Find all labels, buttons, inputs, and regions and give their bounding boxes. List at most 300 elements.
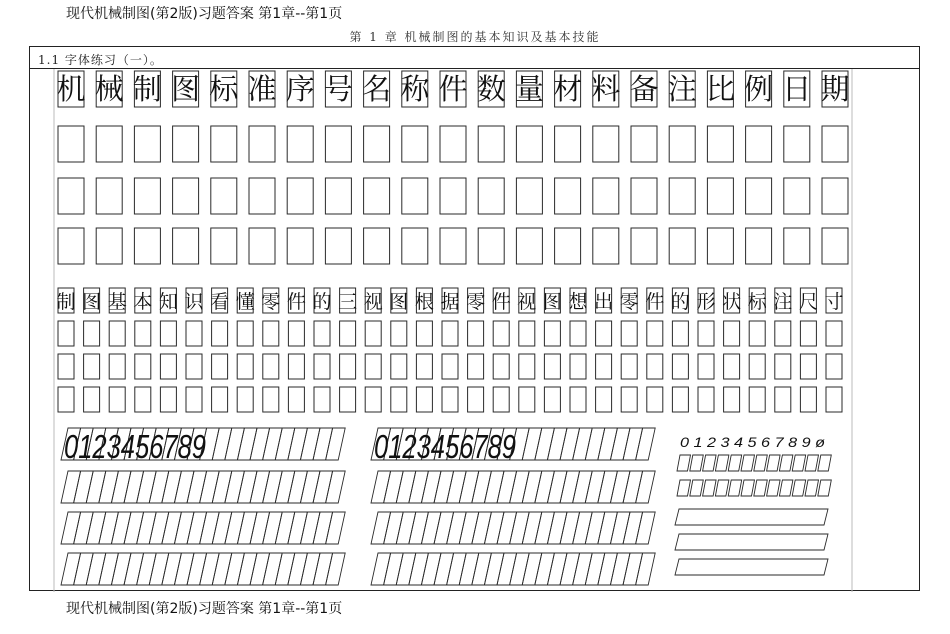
small-blank-box [724,354,740,379]
digit-practice-cell [326,553,346,585]
digit-practice-cell [300,553,320,585]
large-blank-box [211,178,237,214]
small-blank-box [775,387,791,412]
small-blank-box [519,354,535,379]
digit-practice-cell [187,471,207,503]
small-practice-char: 基 [107,291,127,313]
large-blank-box [822,228,848,264]
small-digit-cell [677,455,691,471]
small-practice-char: 零 [466,291,486,313]
digit-practice-cell [510,512,530,544]
small-blank-box [58,354,74,379]
digit-practice-cell [200,553,220,585]
small-practice-char: 形 [696,291,716,313]
digit-practice-cell [74,512,94,544]
small-practice-char: 视 [517,291,537,313]
digit-practice-cell [421,471,441,503]
large-blank-box [249,228,275,264]
digit-practice-cell [275,512,295,544]
large-practice-char: 日 [782,72,812,106]
digit-practice-cell [547,512,567,544]
digit-practice-cell [396,471,416,503]
small-digit-cell [741,455,755,471]
digit-practice-cell [459,471,479,503]
digit-practice-cell [263,553,283,585]
digit-practice-cell [560,428,580,460]
small-blank-box [596,321,612,346]
digit-practice-cell [384,553,404,585]
digit-practice-cell [212,471,232,503]
large-practice-char: 准 [247,72,277,106]
large-blank-box [555,178,581,214]
digit-practice-cell [288,428,308,460]
digit-practice-cell [384,512,404,544]
large-practice-char: 例 [744,72,774,106]
digit-practice-cell [636,553,656,585]
digit-practice-cell [250,471,270,503]
small-blank-box [570,387,586,412]
digit-practice-cell [137,553,157,585]
digit-practice-cell [623,428,643,460]
large-blank-box [134,228,160,264]
small-blank-box [544,354,560,379]
small-blank-box [160,354,176,379]
small-blank-box [340,387,356,412]
small-blank-box [493,354,509,379]
large-blank-box [516,126,542,162]
digit-practice-cell [174,471,194,503]
small-blank-box [186,354,202,379]
large-blank-box [364,228,390,264]
small-blank-box [724,387,740,412]
small-blank-box [58,321,74,346]
small-digit-cell [754,480,768,496]
large-blank-box [555,228,581,264]
digit-practice-cell [522,471,542,503]
large-blank-box [402,126,428,162]
large-blank-box [516,228,542,264]
large-blank-box [134,178,160,214]
document-footer-title: 现代机械制图(第2版)习题答案 第1章--第1页 [66,601,343,617]
large-blank-box [822,126,848,162]
small-blank-box [237,354,253,379]
digit-practice-cell [212,512,232,544]
small-blank-box [237,387,253,412]
small-blank-box [135,387,151,412]
small-blank-box [672,387,688,412]
digit-practice-cell [573,471,593,503]
small-blank-box [365,354,381,379]
digit-practice-cell [535,471,555,503]
large-blank-box [440,228,466,264]
digit-practice-cell [61,471,81,503]
small-blank-box [698,354,714,379]
writing-strip [675,559,828,575]
large-blank-box [784,228,810,264]
small-digit-cell [677,480,691,496]
small-blank-box [493,387,509,412]
small-practice-char: 标 [747,291,767,313]
digit-practice-cell [472,512,492,544]
digit-practice-cell [598,428,618,460]
small-blank-box [442,321,458,346]
small-blank-box [314,387,330,412]
large-blank-box [669,178,695,214]
digit-practice-cell [434,471,454,503]
digit-practice-cell [225,553,245,585]
digit-practice-cell [313,428,333,460]
digit-practice-cell [484,471,504,503]
digit-practice-cell [275,471,295,503]
small-practice-char: 状 [722,291,742,313]
small-blank-box [263,387,279,412]
digit-practice-cell [371,471,391,503]
small-practice-char: 的 [670,291,690,313]
digit-practice-cell [434,553,454,585]
digit-practice-cell [547,553,567,585]
large-blank-box [478,228,504,264]
digit-practice-cell [275,428,295,460]
small-blank-box [340,321,356,346]
small-blank-box [212,321,228,346]
digit-practice-cell [598,471,618,503]
digit-practice-cell [300,428,320,460]
digit-practice-cell [497,512,517,544]
small-blank-box [724,321,740,346]
small-practice-char: 识 [184,291,204,313]
digit-practice-cell [99,553,119,585]
digit-practice-cell [547,471,567,503]
small-practice-char: 的 [312,291,332,313]
small-blank-box [698,321,714,346]
large-practice-char: 量 [514,72,544,106]
small-blank-box [58,387,74,412]
digit-practice-cell [535,428,555,460]
digit-practice-cell [288,512,308,544]
large-blank-box [516,178,542,214]
small-digit-cell [792,455,806,471]
digit-practice-cell [313,553,333,585]
digit-practice-cell [111,471,131,503]
large-practice-char: 件 [438,72,468,106]
small-digit-cell [754,455,768,471]
large-blank-box [325,178,351,214]
digit-practice-cell [447,512,467,544]
large-blank-box [249,178,275,214]
digit-practice-cell [560,471,580,503]
small-blank-box [314,354,330,379]
small-digit-cell [703,480,717,496]
small-blank-box [109,387,125,412]
digit-practice-cell [396,553,416,585]
writing-strip [675,534,828,550]
small-blank-box [647,321,663,346]
large-blank-box [364,178,390,214]
small-blank-box [160,387,176,412]
digit-practice-cell [447,553,467,585]
digit-practice-cell [86,553,106,585]
small-digit-cell [728,455,742,471]
large-blank-box [707,178,733,214]
small-blank-box [621,321,637,346]
small-blank-box [800,387,816,412]
digit-practice-cell [409,471,429,503]
large-blank-box [478,178,504,214]
large-blank-box [249,126,275,162]
digit-practice-cell [200,471,220,503]
writing-strip [675,509,828,525]
small-blank-box [647,387,663,412]
digit-practice-cell [535,553,555,585]
digit-practice-cell [74,471,94,503]
small-blank-box [109,321,125,346]
digit-practice-cell [522,512,542,544]
large-practice-char: 制 [132,72,162,106]
large-blank-box [746,126,772,162]
large-practice-char: 材 [553,72,583,106]
digit-practice-cell [610,512,630,544]
large-blank-box [211,126,237,162]
small-blank-box [647,354,663,379]
digit-practice-cell [313,471,333,503]
large-blank-box [58,126,84,162]
small-practice-char: 懂 [235,291,255,313]
small-blank-box [109,354,125,379]
exercise-sheet [29,46,920,591]
large-digits-left: 0123456789 [64,428,206,465]
large-digits-right: 0123456789 [374,428,516,465]
digit-practice-cell [421,553,441,585]
small-practice-char: 视 [363,291,383,313]
digit-practice-cell [200,512,220,544]
small-practice-char: 图 [82,291,102,313]
small-blank-box [749,387,765,412]
digit-practice-cell [237,512,257,544]
small-digit-cell [715,480,729,496]
small-practice-char: 件 [645,291,665,313]
small-practice-char: 知 [158,291,178,313]
digit-practice-cell [124,471,144,503]
digit-practice-cell [111,512,131,544]
digit-practice-cell [636,512,656,544]
digit-practice-cell [162,471,182,503]
digit-practice-cell [434,512,454,544]
digit-practice-cell [187,512,207,544]
digit-practice-cell [212,553,232,585]
digit-practice-cell [623,553,643,585]
digit-practice-cell [371,512,391,544]
small-digits-sample: 0 1 2 3 4 5 6 7 8 9 ø [680,434,826,450]
small-blank-box [468,321,484,346]
small-blank-box [493,321,509,346]
small-blank-box [800,354,816,379]
small-practice-char: 三 [338,291,358,313]
small-blank-box [775,354,791,379]
digit-practice-cell [225,471,245,503]
digit-practice-cell [61,512,81,544]
large-blank-box [287,178,313,214]
large-blank-box [631,178,657,214]
small-blank-box [263,354,279,379]
small-blank-box [135,321,151,346]
digit-practice-cell [187,553,207,585]
small-blank-box [340,354,356,379]
small-blank-box [544,387,560,412]
large-blank-box [593,126,619,162]
digit-practice-cell [409,512,429,544]
small-blank-box [596,354,612,379]
small-digit-cell [690,480,704,496]
chapter-heading: 第 1 章 机械制图的基本知识及基本技能 [349,30,601,44]
digit-practice-cell [585,471,605,503]
digit-practice-cell [585,512,605,544]
digit-practice-cell [225,428,245,460]
small-blank-box [135,354,151,379]
digit-practice-cell [149,512,169,544]
small-practice-char: 根 [414,291,434,313]
small-practice-char: 尺 [798,291,818,313]
large-practice-char: 序 [285,72,315,106]
digit-practice-cell [598,512,618,544]
small-digit-cell [703,455,717,471]
small-blank-box [442,387,458,412]
small-digit-cell [818,455,832,471]
digit-practice-cell [61,553,81,585]
large-blank-box [173,228,199,264]
digit-practice-cell [300,512,320,544]
digit-practice-cell [497,471,517,503]
digit-practice-cell [510,471,530,503]
small-blank-box [826,321,842,346]
small-blank-box [186,387,202,412]
small-digit-cell [792,480,806,496]
small-blank-box [288,321,304,346]
digit-practice-cell [86,512,106,544]
small-blank-box [288,387,304,412]
digit-practice-cell [86,471,106,503]
digit-practice-cell [137,471,157,503]
digit-practice-cell [250,553,270,585]
large-practice-char: 号 [323,72,353,106]
small-blank-box [826,354,842,379]
large-blank-box [784,178,810,214]
large-blank-box [58,178,84,214]
large-blank-box [478,126,504,162]
digit-practice-cell [636,428,656,460]
small-blank-box [365,387,381,412]
digit-practice-cell [459,512,479,544]
digit-practice-cell [421,512,441,544]
small-blank-box [468,354,484,379]
digit-practice-cell [237,471,257,503]
small-blank-box [749,321,765,346]
digit-practice-cell [288,553,308,585]
small-practice-char: 制 [56,291,76,313]
large-blank-box [746,178,772,214]
large-blank-box [593,178,619,214]
digit-practice-cell [137,512,157,544]
small-blank-box [365,321,381,346]
large-blank-box [96,178,122,214]
digit-practice-cell [124,512,144,544]
small-blank-box [391,354,407,379]
large-blank-box [402,228,428,264]
small-blank-box [160,321,176,346]
small-practice-char: 想 [568,291,588,313]
large-practice-char: 图 [171,72,201,106]
small-practice-char: 出 [594,291,614,313]
small-blank-box [698,387,714,412]
small-blank-box [84,354,100,379]
small-blank-box [391,321,407,346]
large-blank-box [58,228,84,264]
digit-practice-cell [497,553,517,585]
small-digit-cell [767,480,781,496]
digit-practice-cell [174,512,194,544]
small-digit-cell [690,455,704,471]
large-blank-box [325,126,351,162]
large-practice-char: 标 [209,72,239,106]
digit-practice-cell [459,553,479,585]
large-blank-box [631,228,657,264]
small-blank-box [749,354,765,379]
small-blank-box [621,354,637,379]
digit-practice-cell [610,428,630,460]
large-blank-box [173,178,199,214]
digit-practice-cell [623,512,643,544]
document-header-title: 现代机械制图(第2版)习题答案 第1章--第1页 [66,6,343,22]
small-practice-char: 件 [491,291,511,313]
digit-practice-cell [250,428,270,460]
practice-grid [30,47,921,592]
small-blank-box [416,321,432,346]
digit-practice-cell [560,553,580,585]
small-blank-box [237,321,253,346]
large-blank-box [287,228,313,264]
small-blank-box [288,354,304,379]
digit-practice-cell [560,512,580,544]
small-practice-char: 零 [261,291,281,313]
digit-practice-cell [585,553,605,585]
small-blank-box [544,321,560,346]
practice-grid-layers [54,69,852,592]
small-blank-box [468,387,484,412]
small-practice-char: 件 [286,291,306,313]
digit-practice-cell [573,428,593,460]
large-practice-char: 名 [362,72,392,106]
small-practice-char: 注 [773,291,793,313]
small-digit-cell [805,480,819,496]
small-digit-cell [767,455,781,471]
digit-practice-cell [162,553,182,585]
small-practice-char: 看 [210,291,230,313]
small-blank-box [84,387,100,412]
small-blank-box [212,354,228,379]
digit-practice-cell [447,471,467,503]
digit-practice-cell [636,471,656,503]
small-practice-char: 本 [133,291,153,313]
small-blank-box [519,387,535,412]
small-digit-cell [779,480,793,496]
large-blank-box [746,228,772,264]
large-practice-char: 注 [667,72,697,106]
digit-practice-cell [313,512,333,544]
small-blank-box [800,321,816,346]
small-blank-box [621,387,637,412]
large-practice-char: 料 [591,72,621,106]
digit-practice-cell [149,553,169,585]
small-blank-box [212,387,228,412]
